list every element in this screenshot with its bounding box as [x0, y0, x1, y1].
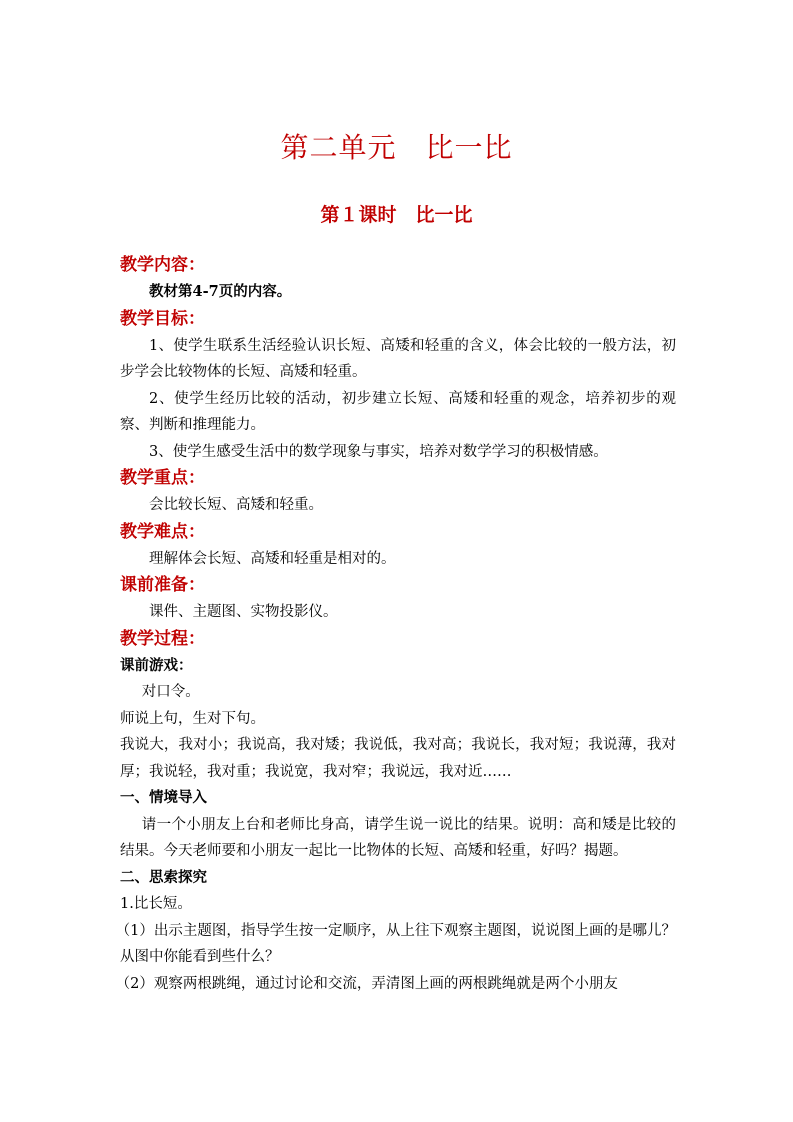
key-points-text: 会比较长短、高矮和轻重。 — [149, 497, 323, 513]
item1-heading: 1.比长短。 — [120, 896, 192, 912]
step-1-text: （1）出示主题图，指导学生按一定顺序，从上往下观察主题图，说说图上画的是哪儿？从图中你能看到些什么？ — [115, 922, 676, 965]
lesson-subtitle: 第１课时 比一比 — [320, 204, 473, 226]
lesson-content — [115, 252, 676, 997]
process-heading: 教学过程： — [120, 628, 205, 649]
part1-text: 请一个小朋友上台和老师比身高，请学生说一说比的结果。说明：高和矮是比较的结果。今天老师要和小朋友一起比一比物体的长短、高矮和轻重，好吗？揭题。 — [120, 816, 676, 859]
goal-item-2: 2、使学生经历比较的活动，初步建立长短、高矮和轻重的观念，培养初步的观察、判断和推理能力。 — [120, 390, 676, 433]
difficulty-heading: 教学难点： — [120, 521, 205, 542]
difficulty-text: 理解体会长短、高矮和轻重是相对的。 — [149, 550, 396, 567]
key-points-heading: 教学重点： — [120, 468, 205, 488]
game-lines: 我说大，我对小；我说高，我对矮；我说低，我对高；我说长，我对短；我说薄，我对厚；我说轻，我对重；我说宽，我对窄；我说远，我对近…… — [120, 737, 676, 780]
goal-item-3: 3、使学生感受生活中的数学现象与事实，培养对数学学习的积极情感。 — [149, 443, 608, 460]
game-name: 对口令。 — [141, 684, 200, 700]
goals-heading: 教学目标： — [120, 308, 205, 329]
goal-item-1: 1、使学生联系生活经验认识长短、高矮和轻重的含义，体会比较的一般方法，初步学会比较物体的长短、高矮和轻重。 — [120, 337, 676, 380]
content-heading: 教学内容： — [120, 255, 205, 275]
part1-heading: 一、情境导入 — [120, 789, 207, 806]
step-2-text: （2）观察两根跳绳，通过讨论和交流，弄清图上画的两根跳绳就是两个小朋友 — [115, 975, 618, 992]
content-text: 教材第4-7页的内容。 — [149, 283, 292, 300]
pre-class-game-heading: 课前游戏： — [120, 656, 193, 674]
preparation-heading: 课前准备： — [120, 575, 205, 595]
game-rule: 师说上句，生对下句。 — [120, 710, 265, 727]
preparation-text: 课件、主题图、实物投影仪。 — [149, 604, 338, 620]
unit-title: 第二单元 比一比 — [280, 131, 513, 164]
part2-heading: 二、思索探究 — [120, 868, 207, 886]
